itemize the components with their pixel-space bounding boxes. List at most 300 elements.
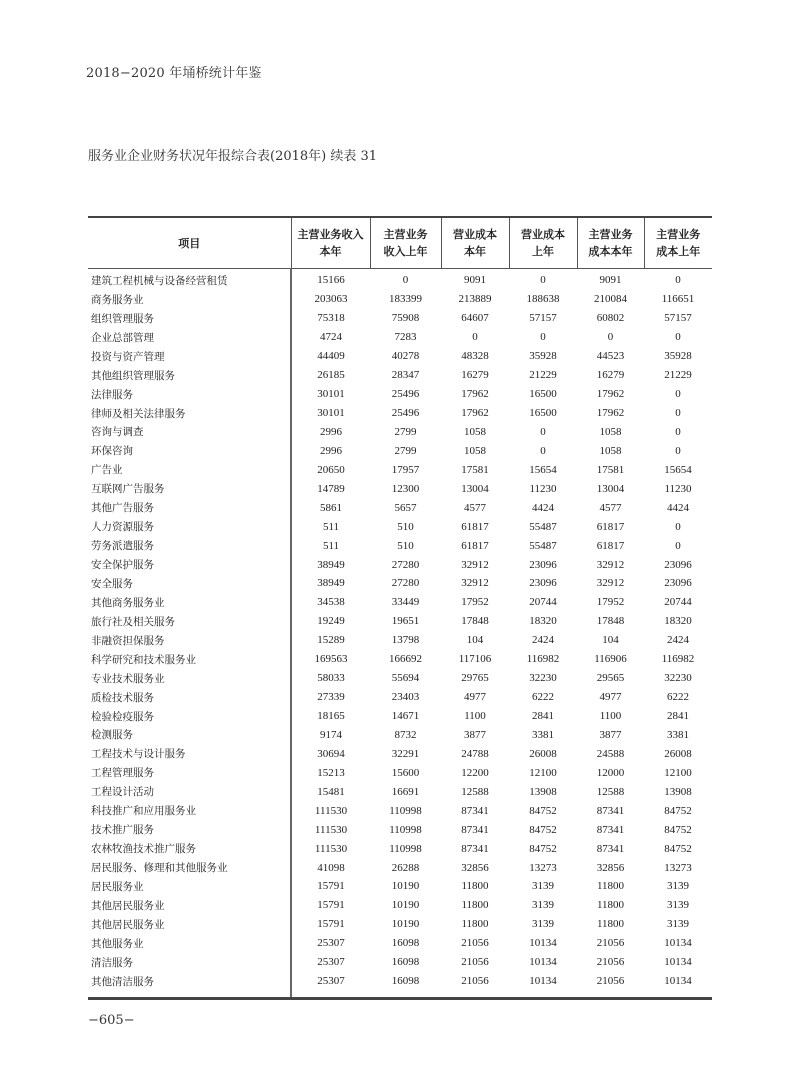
cell-operating-cost-prior: 3139 [532,880,554,893]
cell-main-revenue-current: 9174 [320,728,342,741]
cell-operating-cost-current: 213889 [458,293,492,306]
row-label: 检测服务 [88,726,291,745]
row-label: 技术推广服务 [88,820,291,839]
cell-main-cost-prior: 21229 [664,369,692,382]
cell-main-cost-prior: 84752 [664,842,692,855]
cell-main-revenue-current: 4724 [320,331,342,344]
column-header-line: 收入上年 [383,245,428,258]
row-label: 互联网广告服务 [88,479,291,498]
table-row [88,290,712,309]
cell-main-revenue-current: 34538 [317,596,345,609]
cell-main-cost-current: 9091 [599,274,622,287]
cell-operating-cost-current: 3877 [464,728,486,741]
cell-main-revenue-current: 26185 [317,369,345,382]
table-row [88,631,712,650]
cell-operating-cost-prior: 84752 [529,804,557,817]
cell-main-cost-prior: 0 [675,444,681,457]
cell-main-revenue-current: 15289 [317,634,345,647]
cell-main-cost-prior: 23096 [664,558,692,571]
cell-operating-cost-prior: 32230 [529,672,557,685]
table-row [88,726,712,745]
row-label: 其他服务业 [88,934,291,953]
cell-operating-cost-prior: 84752 [529,842,557,855]
cell-main-revenue-prior: 40278 [391,350,420,363]
cell-operating-cost-prior: 55487 [529,539,557,552]
column-header-line: 本年 [319,245,342,258]
cell-main-cost-current: 12000 [596,766,625,779]
row-label: 清洁服务 [88,953,291,972]
cell-operating-cost-prior: 26008 [529,747,557,760]
cell-main-cost-prior: 0 [675,539,681,552]
table-row [88,441,712,460]
cell-main-revenue-prior: 510 [397,539,414,552]
row-label: 企业总部管理 [88,328,291,347]
table-row [88,744,712,763]
cell-main-revenue-prior: 15600 [391,766,420,779]
cell-main-cost-prior: 0 [675,520,681,533]
cell-operating-cost-prior: 23096 [529,577,557,590]
row-label: 商务服务业 [88,290,291,309]
cell-main-revenue-current: 30101 [317,388,345,401]
cell-main-revenue-prior: 110998 [389,823,422,836]
cell-main-revenue-current: 44409 [317,350,345,363]
row-label: 建筑工程机械与设备经营租赁 [88,269,291,290]
column-header-operating-cost-prior [509,217,577,269]
table-row [88,593,712,612]
cell-operating-cost-current: 87341 [461,804,489,817]
row-label: 检验检疫服务 [88,707,291,726]
cell-main-cost-current: 17848 [596,615,625,628]
cell-main-revenue-current: 111530 [314,842,348,855]
table-body [88,269,712,999]
row-label: 农林牧渔技术推广服务 [88,839,291,858]
row-label: 旅行社及相关服务 [88,612,291,631]
column-header-line: 本年 [464,245,486,258]
table-row [88,536,712,555]
cell-main-cost-prior: 4424 [667,501,689,514]
column-header-main-cost-prior [644,217,712,269]
cell-operating-cost-current: 32856 [461,861,489,874]
cell-main-cost-prior: 116651 [661,293,695,306]
table-row [88,972,712,998]
cell-main-cost-current: 11800 [596,918,625,931]
cell-main-cost-current: 4577 [599,501,622,514]
cell-main-cost-current: 17962 [596,407,625,420]
cell-operating-cost-current: 4577 [464,501,486,514]
cell-main-cost-current: 116906 [594,653,627,666]
cell-operating-cost-current: 11800 [461,880,489,893]
cell-main-revenue-prior: 110998 [389,842,422,855]
table-row [88,404,712,423]
column-header-operating-cost-current [441,217,509,269]
cell-main-revenue-current: 18165 [317,710,345,723]
cell-main-cost-prior: 18320 [664,615,692,628]
cell-operating-cost-prior: 21229 [529,369,557,382]
cell-main-revenue-prior: 110998 [389,804,422,817]
cell-main-cost-current: 11800 [596,899,625,912]
cell-main-revenue-prior: 510 [397,520,414,533]
cell-main-revenue-prior: 55694 [391,672,420,685]
table-row [88,385,712,404]
running-head: 2018−2020 年埇桥统计年鉴 [86,66,262,81]
cell-operating-cost-prior: 16500 [529,407,557,420]
cell-main-cost-current: 87341 [596,842,625,855]
cell-main-cost-prior: 0 [675,425,681,438]
cell-operating-cost-current: 12588 [461,785,489,798]
table-row [88,782,712,801]
cell-main-cost-current: 87341 [596,823,625,836]
cell-main-revenue-prior: 16691 [391,785,420,798]
cell-main-revenue-prior: 17957 [391,463,420,476]
row-label: 其他清洁服务 [88,972,291,998]
table-row [88,517,712,536]
row-label: 其他广告服务 [88,498,291,517]
cell-main-cost-current: 0 [607,331,614,344]
cell-operating-cost-current: 13004 [461,482,489,495]
cell-main-revenue-current: 203063 [314,293,348,306]
row-label: 安全服务 [88,574,291,593]
cell-main-revenue-current: 15791 [317,880,345,893]
table-row [88,669,712,688]
cell-operating-cost-current: 24788 [461,747,489,760]
cell-main-revenue-prior: 183399 [389,293,422,306]
row-label: 其他居民服务业 [88,915,291,934]
cell-operating-cost-current: 11800 [461,899,489,912]
row-label: 其他居民服务业 [88,896,291,915]
cell-main-revenue-prior: 166692 [389,653,422,666]
table-row [88,820,712,839]
cell-main-cost-current: 21056 [596,975,625,988]
cell-main-revenue-current: 511 [322,520,340,533]
row-label: 居民服务、修理和其他服务业 [88,858,291,877]
row-label: 质检技术服务 [88,688,291,707]
cell-operating-cost-prior: 3139 [532,899,554,912]
cell-operating-cost-current: 11800 [461,918,489,931]
cell-operating-cost-current: 17962 [461,407,489,420]
column-header-line: 主营业务 [656,228,701,241]
table-row [88,555,712,574]
cell-main-cost-current: 12588 [596,785,625,798]
cell-main-cost-current: 13004 [596,482,625,495]
cell-operating-cost-prior: 0 [540,444,546,457]
cell-main-cost-prior: 3381 [667,728,689,741]
table-row [88,347,712,366]
cell-operating-cost-current: 17848 [461,615,489,628]
table-row [88,423,712,442]
table-title: 服务业企业财务状况年报综合表(2018年) 续表 31 [88,149,378,164]
column-header-main-revenue-prior [370,217,441,269]
cell-main-revenue-prior: 32291 [391,747,420,760]
cell-main-cost-current: 11800 [596,880,625,893]
table-row [88,269,712,290]
cell-main-revenue-current: 58033 [317,672,345,685]
cell-operating-cost-current: 61817 [461,520,489,533]
cell-operating-cost-current: 1100 [464,710,486,723]
table-row [88,688,712,707]
cell-operating-cost-prior: 16500 [529,388,557,401]
table-row [88,915,712,934]
cell-operating-cost-prior: 2841 [532,710,554,723]
cell-main-cost-prior: 13908 [664,785,692,798]
cell-main-revenue-prior: 25496 [391,388,420,401]
cell-main-cost-current: 3877 [599,728,622,741]
cell-main-cost-prior: 84752 [664,823,692,836]
column-header-line: 营业成本 [521,228,565,241]
cell-operating-cost-prior: 12100 [529,766,557,779]
row-label: 其他商务服务业 [88,593,291,612]
cell-main-revenue-current: 38949 [317,577,345,590]
cell-main-revenue-current: 111530 [314,823,348,836]
cell-main-revenue-current: 2996 [320,444,342,457]
cell-main-cost-current: 29565 [596,672,625,685]
cell-main-cost-current: 61817 [596,539,625,552]
cell-main-cost-current: 87341 [596,804,625,817]
cell-main-revenue-current: 30101 [317,407,345,420]
cell-main-cost-current: 1058 [599,425,622,438]
row-label: 工程技术与设计服务 [88,744,291,763]
column-header-line: 成本本年 [588,245,633,258]
cell-main-revenue-current: 30694 [317,747,345,760]
column-header-line: 上年 [532,245,554,258]
cell-main-cost-prior: 10134 [664,937,692,950]
cell-main-cost-current: 104 [602,634,619,647]
table-row [88,328,712,347]
cell-main-revenue-current: 15791 [317,918,345,931]
cell-main-revenue-current: 511 [322,539,340,552]
row-label: 科技推广和应用服务业 [88,801,291,820]
cell-main-revenue-current: 25307 [317,956,345,969]
cell-operating-cost-prior: 0 [540,274,546,287]
cell-main-revenue-prior: 16098 [391,937,420,950]
cell-operating-cost-current: 9091 [464,274,486,287]
cell-main-revenue-prior: 23403 [391,691,420,704]
cell-operating-cost-current: 64607 [461,312,489,325]
cell-main-cost-current: 21056 [596,956,625,969]
column-header-line: 成本上年 [656,245,701,258]
row-label: 组织管理服务 [88,309,291,328]
cell-operating-cost-current: 87341 [461,842,489,855]
cell-main-revenue-current: 15166 [317,274,345,287]
cell-main-cost-prior: 35928 [664,350,692,363]
cell-operating-cost-prior: 0 [540,331,546,344]
cell-main-revenue-prior: 5657 [394,501,417,514]
table-row [88,896,712,915]
table-row [88,309,712,328]
cell-main-cost-prior: 0 [675,407,681,420]
cell-main-revenue-prior: 14671 [391,710,420,723]
cell-main-revenue-prior: 2799 [394,425,417,438]
cell-operating-cost-current: 87341 [461,823,489,836]
cell-operating-cost-prior: 57157 [529,312,557,325]
table-row [88,498,712,517]
table-row [88,877,712,896]
cell-main-cost-prior: 84752 [664,804,692,817]
cell-main-cost-current: 21056 [596,937,625,950]
row-label: 环保咨询 [88,441,291,460]
table-row [88,858,712,877]
financial-status-table [88,216,712,1000]
column-header-main-revenue-current [291,217,370,269]
row-label: 工程设计活动 [88,782,291,801]
cell-main-revenue-prior: 33449 [391,596,420,609]
cell-main-cost-prior: 3139 [667,880,689,893]
column-header-line: 主营业务 [383,228,428,241]
cell-operating-cost-prior: 18320 [529,615,557,628]
cell-operating-cost-current: 117106 [458,653,492,666]
table-row [88,934,712,953]
cell-main-cost-prior: 10134 [664,956,692,969]
cell-main-revenue-prior: 2799 [394,444,417,457]
cell-main-revenue-prior: 25496 [391,407,420,420]
cell-main-cost-prior: 12100 [664,766,692,779]
cell-main-cost-current: 4977 [599,691,622,704]
table-row [88,366,712,385]
cell-main-cost-prior: 116982 [661,653,695,666]
table-row [88,650,712,669]
cell-main-cost-prior: 13273 [664,861,692,874]
cell-main-revenue-prior: 12300 [391,482,420,495]
table-row [88,479,712,498]
cell-operating-cost-current: 32912 [461,558,489,571]
row-label: 人力资源服务 [88,517,291,536]
row-label: 投资与资产管理 [88,347,291,366]
table-row [88,612,712,631]
table-row [88,763,712,782]
cell-main-cost-prior: 26008 [664,747,692,760]
column-header-main-cost-current [577,217,644,269]
cell-main-cost-current: 17962 [596,388,625,401]
row-label: 咨询与调查 [88,423,291,442]
cell-main-cost-prior: 10134 [664,975,692,988]
cell-operating-cost-current: 32912 [461,577,489,590]
cell-main-cost-prior: 6222 [667,691,689,704]
cell-operating-cost-current: 17952 [461,596,489,609]
cell-main-cost-prior: 2841 [667,710,689,723]
cell-operating-cost-prior: 84752 [529,823,557,836]
cell-main-revenue-current: 169563 [314,653,348,666]
cell-main-cost-prior: 0 [675,274,681,287]
cell-main-revenue-current: 111530 [314,804,348,817]
cell-operating-cost-current: 0 [472,331,478,344]
cell-main-revenue-prior: 16098 [391,956,420,969]
cell-main-cost-prior: 20744 [664,596,692,609]
cell-main-cost-prior: 11230 [664,482,692,495]
cell-main-revenue-prior: 10190 [391,918,420,931]
column-header-line: 项目 [178,236,201,250]
cell-main-revenue-current: 19249 [317,615,345,628]
cell-operating-cost-current: 4977 [464,691,486,704]
cell-operating-cost-prior: 6222 [532,691,554,704]
cell-main-revenue-prior: 28347 [391,369,420,382]
table-row [88,574,712,593]
table-row [88,707,712,726]
cell-operating-cost-prior: 10134 [529,956,557,969]
page-number: −605− [88,1013,135,1028]
row-label: 广告业 [88,460,291,479]
cell-operating-cost-prior: 13273 [529,861,557,874]
cell-main-cost-prior: 15654 [664,463,692,476]
cell-main-revenue-prior: 0 [402,274,409,287]
cell-operating-cost-prior: 55487 [529,520,557,533]
cell-operating-cost-prior: 10134 [529,937,557,950]
cell-operating-cost-prior: 3139 [532,918,554,931]
cell-main-cost-prior: 0 [675,388,681,401]
cell-main-revenue-prior: 19651 [391,615,420,628]
cell-operating-cost-prior: 15654 [529,463,557,476]
row-label: 安全保护服务 [88,555,291,574]
cell-main-revenue-prior: 8732 [394,728,417,741]
cell-operating-cost-prior: 188638 [526,293,560,306]
cell-main-revenue-current: 15791 [317,899,345,912]
cell-operating-cost-prior: 11230 [529,482,557,495]
cell-main-cost-current: 210084 [594,293,627,306]
column-header-line: 主营业务 [588,228,633,241]
row-label: 法律服务 [88,385,291,404]
cell-main-revenue-prior: 27280 [391,558,420,571]
cell-operating-cost-current: 21056 [461,937,489,950]
cell-main-cost-current: 1100 [599,710,622,723]
cell-main-revenue-prior: 75908 [391,312,420,325]
cell-operating-cost-current: 1058 [464,425,486,438]
cell-main-cost-current: 44523 [596,350,625,363]
cell-operating-cost-prior: 2424 [532,634,554,647]
cell-operating-cost-prior: 3381 [532,728,554,741]
cell-main-cost-current: 32912 [596,577,625,590]
cell-main-revenue-current: 25307 [317,937,345,950]
row-label: 劳务派遣服务 [88,536,291,555]
cell-main-cost-current: 24588 [596,747,625,760]
row-label: 其他组织管理服务 [88,366,291,385]
cell-main-cost-current: 17581 [596,463,625,476]
cell-operating-cost-prior: 20744 [529,596,557,609]
cell-main-revenue-current: 27339 [317,691,345,704]
row-label: 非融资担保服务 [88,631,291,650]
cell-main-revenue-current: 15481 [317,785,345,798]
cell-main-revenue-prior: 26288 [391,861,420,874]
cell-main-cost-prior: 57157 [664,312,692,325]
table-row [88,801,712,820]
cell-main-revenue-current: 15213 [317,766,345,779]
cell-operating-cost-current: 17962 [461,388,489,401]
cell-main-cost-current: 60802 [596,312,625,325]
cell-main-cost-prior: 0 [675,331,681,344]
row-label: 科学研究和技术服务业 [88,650,291,669]
cell-main-cost-prior: 2424 [667,634,689,647]
cell-main-revenue-current: 25307 [317,975,345,988]
cell-operating-cost-current: 17581 [461,463,489,476]
cell-main-revenue-current: 14789 [317,482,345,495]
cell-main-revenue-prior: 27280 [391,577,420,590]
cell-main-cost-current: 32912 [596,558,625,571]
cell-main-cost-prior: 32230 [664,672,692,685]
column-header-line: 营业成本 [453,228,497,241]
cell-operating-cost-current: 61817 [461,539,489,552]
cell-main-revenue-current: 75318 [317,312,345,325]
cell-main-cost-current: 17952 [596,596,625,609]
cell-main-revenue-prior: 13798 [391,634,420,647]
cell-main-cost-current: 16279 [596,369,625,382]
row-label: 居民服务业 [88,877,291,896]
table-row [88,953,712,972]
cell-operating-cost-prior: 35928 [529,350,557,363]
row-label: 工程管理服务 [88,763,291,782]
cell-main-revenue-prior: 10190 [391,899,420,912]
cell-main-cost-current: 1058 [599,444,622,457]
cell-operating-cost-current: 21056 [461,975,489,988]
row-label: 律师及相关法律服务 [88,404,291,423]
table-row [88,839,712,858]
cell-operating-cost-current: 104 [466,634,484,647]
